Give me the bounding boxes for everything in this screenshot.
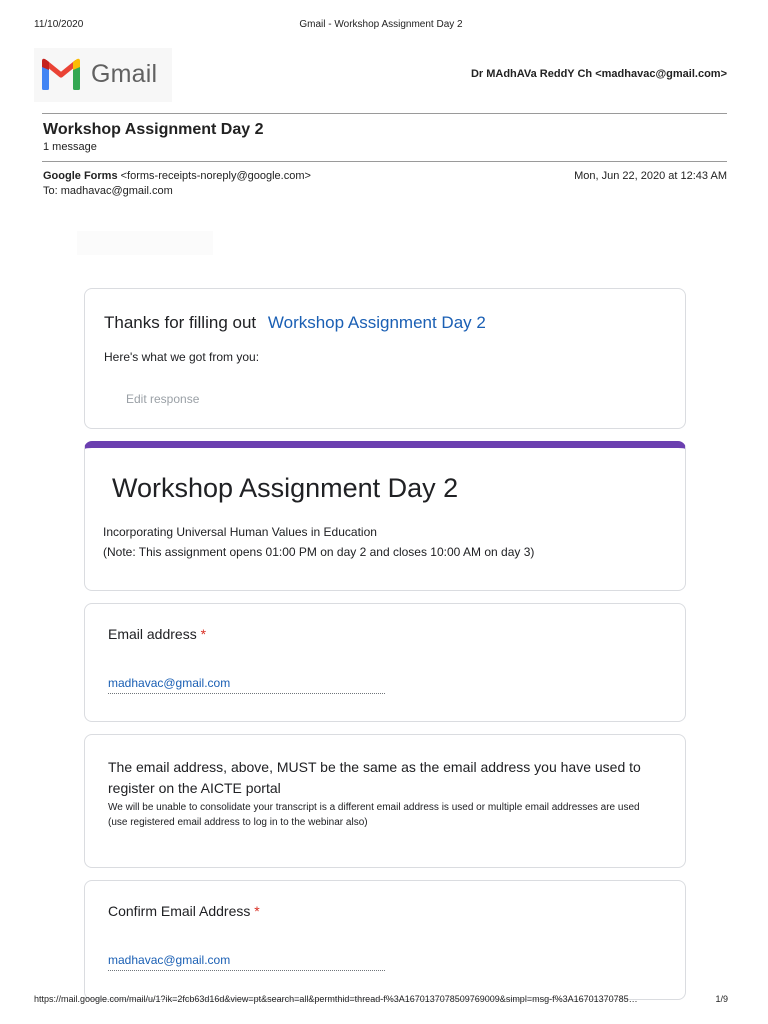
print-title: Gmail - Workshop Assignment Day 2 bbox=[299, 19, 463, 30]
sender-email: <forms-receipts-noreply@google.com> bbox=[120, 170, 311, 182]
sender bbox=[43, 170, 311, 182]
message-date: Mon, Jun 22, 2020 at 12:43 AM bbox=[574, 170, 727, 182]
thanks-text: Thanks for filling out bbox=[104, 313, 257, 332]
form-description-line: Incorporating Universal Human Values in Education bbox=[103, 525, 377, 539]
recipient: To: madhavac@gmail.com bbox=[43, 185, 173, 197]
required-marker: * bbox=[254, 903, 260, 919]
page-number: 1/9 bbox=[715, 994, 728, 1004]
gmail-m-icon bbox=[42, 58, 80, 90]
note-card bbox=[84, 734, 686, 868]
form-header-card bbox=[84, 441, 686, 591]
got-text: Here's what we got from you: bbox=[104, 350, 260, 364]
question-card-email bbox=[84, 603, 686, 722]
note-body bbox=[108, 800, 648, 830]
edit-response-link[interactable]: Edit response bbox=[126, 392, 200, 406]
thanks-heading bbox=[104, 313, 486, 333]
question-label bbox=[108, 903, 260, 919]
question-label bbox=[108, 626, 206, 642]
form-description bbox=[103, 522, 534, 562]
account-label: Dr MAdhAVa ReddY Ch <madhavac@gmail.com> bbox=[470, 68, 727, 80]
form-description-line: (Note: This assignment opens 01:00 PM on day 2 and closes 10:00 AM on day 3) bbox=[103, 545, 535, 559]
thread-subject: Workshop Assignment Day 2 bbox=[43, 121, 264, 138]
answer-email[interactable]: madhavac@gmail.com bbox=[108, 676, 385, 694]
page-url: https://mail.google.com/mail/u/1?ik=2fcb63d16d&view=pt&search=all&permthid=thread-f%3A1670137078509769009&simpl=msg-f%3A16701370785… bbox=[34, 994, 638, 1004]
gmail-logo bbox=[34, 48, 172, 102]
form-link[interactable]: Workshop Assignment Day 2 bbox=[267, 313, 486, 332]
note-body-line: (use registered email address to log in to the webinar also) bbox=[108, 817, 368, 828]
note-body-line: We will be unable to consolidate your transcript is a different email address is used or multiple email addresses are used bbox=[108, 802, 640, 813]
required-marker: * bbox=[200, 626, 207, 642]
note-heading: The email address, above, MUST be the same as the email address you have used to register on the AICTE portal bbox=[108, 759, 641, 796]
receipt-card bbox=[84, 288, 686, 429]
gmail-wordmark: Gmail bbox=[91, 60, 158, 88]
answer-confirm-email[interactable]: madhavac@gmail.com bbox=[108, 953, 385, 971]
header-divider bbox=[42, 113, 727, 114]
print-date: 11/10/2020 bbox=[34, 19, 84, 30]
sender-name: Google Forms bbox=[43, 170, 118, 182]
form-title: Workshop Assignment Day 2 bbox=[112, 473, 459, 503]
message-count: 1 message bbox=[43, 141, 97, 153]
subject-divider bbox=[42, 161, 727, 162]
question-text: Email address bbox=[108, 626, 197, 642]
hidden-image-placeholder bbox=[77, 231, 213, 255]
question-text: Confirm Email Address bbox=[108, 903, 251, 919]
question-card-confirm-email bbox=[84, 880, 686, 1000]
